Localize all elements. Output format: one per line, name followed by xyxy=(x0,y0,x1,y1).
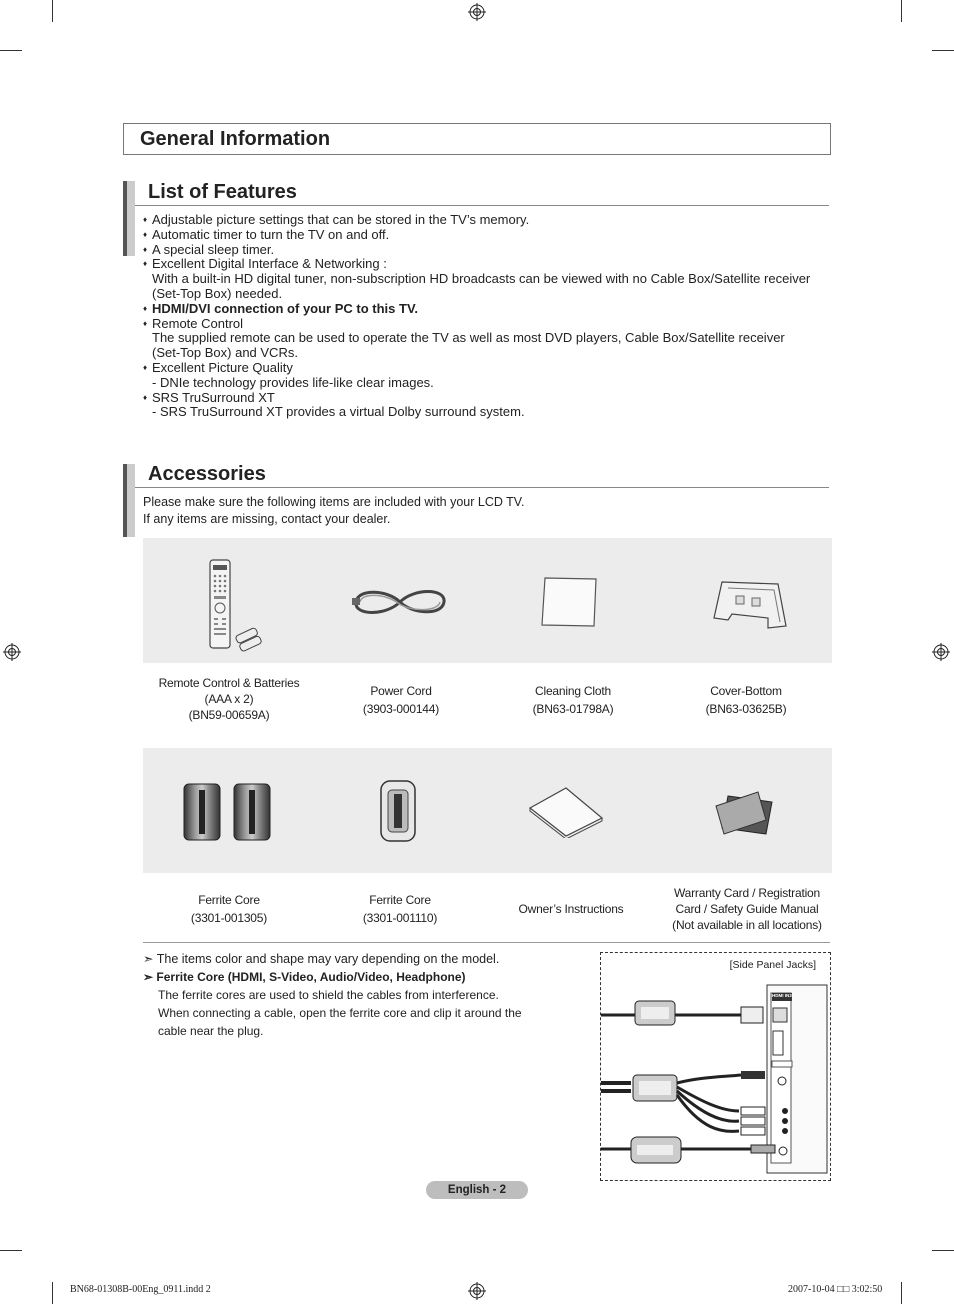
accessory-caption xyxy=(144,892,314,926)
accessory-note: (Not available in all locations) xyxy=(672,918,822,932)
features-list xyxy=(143,213,833,420)
section-bar xyxy=(123,464,135,537)
feature-item: ♦ Remote Control xyxy=(143,317,833,332)
accessory-name: Cleaning Cloth xyxy=(535,684,611,698)
note-marker-icon: ➣ xyxy=(143,970,154,984)
side-panel-jacks-icon xyxy=(601,953,830,1180)
warranty-cards-icon xyxy=(712,788,776,838)
feature-item: ♦ Excellent Picture Quality xyxy=(143,361,833,376)
feature-detail: The supplied remote can be used to operate the TV as well as most DVD players, Cable Box/Satellite receiver xyxy=(152,330,785,346)
diagram-label: [Side Panel Jacks] xyxy=(729,959,816,971)
section-bar xyxy=(123,181,135,256)
cover-bottom-icon xyxy=(708,578,790,632)
page-title-box xyxy=(123,123,831,155)
print-timestamp: 2007-10-04 □□ 3:02:50 xyxy=(788,1284,883,1295)
side-panel-diagram xyxy=(600,952,831,1181)
feature-detail: (Set-Top Box) and VCRs. xyxy=(152,345,298,361)
feature-item: ♦ Adjustable picture settings that can be stored in the TV’s memory. xyxy=(143,213,833,228)
crop-mark xyxy=(932,50,954,51)
section-rule xyxy=(135,487,829,488)
registration-mark-icon xyxy=(468,1282,486,1300)
registration-mark-icon xyxy=(932,643,950,661)
crop-mark xyxy=(901,0,902,22)
accessory-caption xyxy=(315,892,485,926)
page-number-badge: English - 2 xyxy=(426,1181,528,1199)
accessory-part-number: (3301-001110) xyxy=(362,911,438,925)
feature-item: ♦ SRS TruSurround XT xyxy=(143,391,833,406)
feature-detail: - SRS TruSurround XT provides a virtual Dolby surround system. xyxy=(152,404,525,420)
accessory-part-number: (3903-000144) xyxy=(362,702,440,716)
accessory-caption xyxy=(659,885,835,933)
feature-item: ♦ A special sleep timer. xyxy=(143,243,833,258)
crop-mark xyxy=(0,1250,22,1251)
feature-item: ♦ Automatic timer to turn the TV on and off. xyxy=(143,228,833,243)
accessory-name: Ferrite Core xyxy=(369,893,431,907)
crop-mark xyxy=(901,1282,902,1304)
accessory-name: Cover-Bottom xyxy=(710,684,782,698)
hdmi-port-label: HDMI IN3 xyxy=(772,993,792,998)
note-title: Ferrite Core (HDMI, S-Video, Audio/Video, Headphone) xyxy=(156,970,466,984)
power-cord-icon xyxy=(350,578,450,628)
accessory-name: Ferrite Core xyxy=(198,893,260,907)
accessory-detail: Card / Safety Guide Manual xyxy=(675,902,819,916)
registration-mark-icon xyxy=(468,3,486,21)
intro-line: If any items are missing, contact your dealer. xyxy=(143,512,391,526)
crop-mark xyxy=(0,50,22,51)
features-heading: List of Features xyxy=(148,181,297,203)
feature-item: ♦ Excellent Digital Interface & Networking : xyxy=(143,257,833,272)
remote-control-icon xyxy=(200,556,266,652)
section-rule xyxy=(143,942,830,943)
feature-item: ♦ HDMI/DVI connection of your PC to this TV. xyxy=(143,302,833,317)
accessory-name: Power Cord xyxy=(370,684,432,698)
accessories-intro xyxy=(143,494,524,528)
accessory-name: Owner’s Instructions xyxy=(518,902,624,916)
feature-detail: With a built-in HD digital tuner, non-subscription HD broadcasts can be viewed with no Cable Box/Satellite receiver xyxy=(152,271,811,287)
note-body-line: The ferrite cores are used to shield the cables from interference. xyxy=(158,988,499,1002)
accessory-name: Remote Control & Batteries xyxy=(158,676,300,690)
page-title: General Information xyxy=(140,128,331,150)
crop-mark xyxy=(52,1282,53,1304)
note-marker-icon: ➣ xyxy=(143,952,154,966)
intro-line: Please make sure the following items are included with your LCD TV. xyxy=(143,495,525,509)
ferrite-core-icon xyxy=(378,778,420,844)
accessory-part-number: (BN63-03625B) xyxy=(705,702,787,716)
accessories-heading: Accessories xyxy=(148,463,266,485)
cleaning-cloth-icon xyxy=(540,575,600,629)
crop-mark xyxy=(52,0,53,22)
accessory-caption xyxy=(316,683,486,717)
registration-mark-icon xyxy=(3,643,21,661)
accessory-caption xyxy=(486,901,656,917)
note-text: The items color and shape may vary depending on the model. xyxy=(156,952,500,966)
manual-icon xyxy=(528,786,604,838)
accessory-part-number: (3301-001305) xyxy=(190,911,268,925)
accessory-part-number: (BN59-00659A) xyxy=(188,708,270,722)
feature-detail: (Set-Top Box) needed. xyxy=(152,285,283,301)
accessory-caption xyxy=(488,683,658,717)
accessory-caption xyxy=(144,675,314,723)
crop-mark xyxy=(932,1250,954,1251)
accessory-caption xyxy=(661,683,831,717)
ferrite-core-pair-icon xyxy=(182,780,274,844)
feature-detail: - DNIe technology provides life-like clear images. xyxy=(152,374,434,390)
section-rule xyxy=(135,205,829,206)
note-body-line: cable near the plug. xyxy=(158,1024,264,1038)
accessory-detail: (AAA x 2) xyxy=(204,692,254,706)
note-body-line: When connecting a cable, open the ferrite core and clip it around the xyxy=(158,1006,522,1020)
print-file-info: BN68-01308B-00Eng_0911.indd 2 xyxy=(70,1284,211,1295)
accessory-part-number: (BN63-01798A) xyxy=(532,702,614,716)
notes-block xyxy=(143,950,543,1040)
accessory-name: Warranty Card / Registration xyxy=(673,886,820,900)
